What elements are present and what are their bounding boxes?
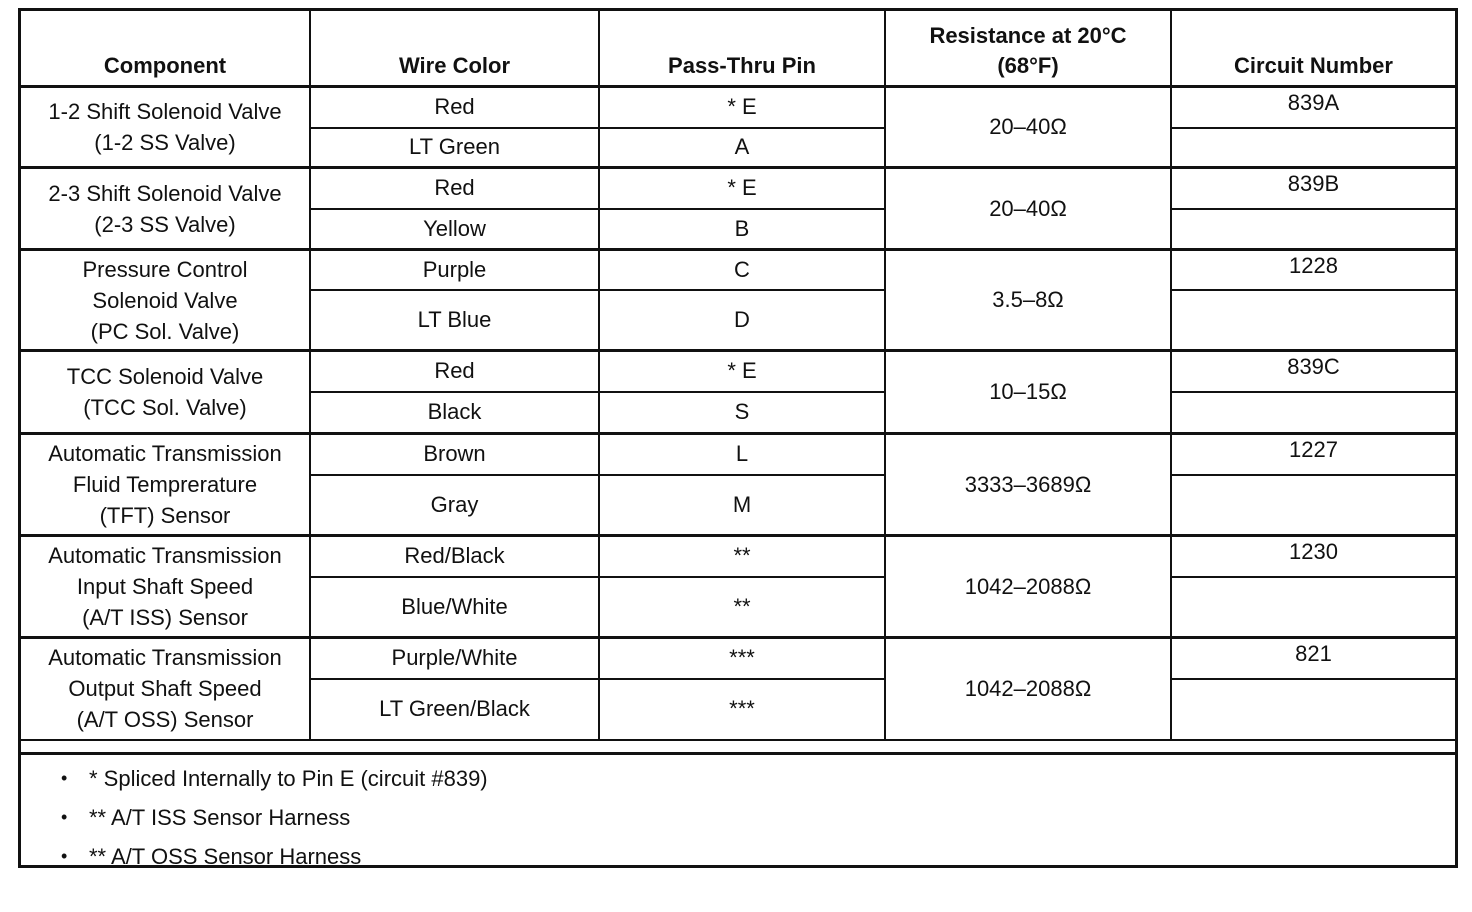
resistance-cell: 1042–2088Ω — [885, 536, 1171, 638]
pass-thru-pin-cell: M — [599, 475, 885, 536]
component-cell — [21, 434, 310, 536]
resistance-cell: 3.5–8Ω — [885, 250, 1171, 351]
component-name-line: Fluid Temprerature — [72, 472, 258, 497]
footnotes — [21, 752, 1455, 868]
resistance-cell: 3333–3689Ω — [885, 434, 1171, 536]
wire-color-cell: Red — [310, 87, 599, 128]
pass-thru-pin-cell: *** — [599, 679, 885, 740]
component-name-line: Automatic Transmission — [48, 441, 282, 466]
circuit-number-cell — [1171, 475, 1455, 536]
footnote-item — [61, 759, 1455, 798]
pass-thru-pin-cell: L — [599, 434, 885, 475]
resistance-cell: 20–40Ω — [885, 168, 1171, 250]
table-row — [21, 351, 1455, 392]
table-row — [21, 250, 1455, 290]
component-name-line: Solenoid Valve — [92, 287, 238, 313]
footnote-text: * Spliced Internally to Pin E (circuit #839) — [89, 766, 488, 791]
component-name-line: Pressure Control — [82, 256, 248, 282]
wiring-table — [21, 11, 1455, 741]
component-name-line: Input Shaft Speed — [76, 574, 254, 599]
wire-color-cell: LT Green/Black — [310, 679, 599, 740]
wire-color-cell: Black — [310, 392, 599, 434]
component-name-line: (TFT) Sensor — [99, 503, 231, 528]
component-name-line: (A/T OSS) Sensor — [76, 707, 254, 733]
bullet-icon: • — [61, 768, 68, 788]
component-cell — [21, 351, 310, 434]
header-resistance — [885, 11, 1171, 87]
component-name-line: TCC Solenoid Valve — [66, 364, 264, 389]
wire-color-cell: Brown — [310, 434, 599, 475]
wire-color-cell: Blue/White — [310, 577, 599, 638]
component-name-line: (1-2 SS Valve) — [94, 130, 236, 155]
pass-thru-pin-cell: * E — [599, 351, 885, 392]
circuit-number-cell — [1171, 392, 1455, 434]
component-name-line: (PC Sol. Valve) — [90, 318, 240, 344]
pass-thru-pin-cell: S — [599, 392, 885, 434]
component-cell — [21, 536, 310, 638]
component-cell — [21, 168, 310, 250]
table-row — [21, 638, 1455, 679]
wire-color-cell: Purple — [310, 250, 599, 290]
pass-thru-pin-cell: A — [599, 128, 885, 168]
component-cell — [21, 638, 310, 740]
component-name-line: Output Shaft Speed — [68, 676, 262, 702]
header-resistance-line2: (68°F) — [997, 53, 1059, 78]
component-cell — [21, 87, 310, 168]
footnote-text: ** A/T ISS Sensor Harness — [89, 805, 351, 830]
circuit-number-cell: 1230 — [1171, 536, 1455, 577]
pass-thru-pin-cell: * E — [599, 168, 885, 209]
circuit-number-cell: 839A — [1171, 87, 1455, 128]
header-row — [21, 11, 1455, 87]
circuit-number-cell — [1171, 209, 1455, 250]
spec-sheet — [18, 8, 1458, 868]
table-row — [21, 434, 1455, 475]
component-name-line: 2-3 Shift Solenoid Valve — [48, 180, 282, 206]
pass-thru-pin-cell: *** — [599, 638, 885, 679]
resistance-cell: 20–40Ω — [885, 87, 1171, 168]
circuit-number-cell: 821 — [1171, 638, 1455, 679]
header-component: Component — [21, 11, 310, 87]
table-body — [21, 87, 1455, 740]
component-name-line: Automatic Transmission — [48, 645, 282, 671]
wire-color-cell: Gray — [310, 475, 599, 536]
table-row — [21, 87, 1455, 128]
component-name-line: (TCC Sol. Valve) — [83, 395, 247, 420]
wire-color-cell: Red/Black — [310, 536, 599, 577]
header-wire-color: Wire Color — [310, 11, 599, 87]
footnote-item — [61, 798, 1455, 837]
circuit-number-cell: 839C — [1171, 351, 1455, 392]
component-name-line: (A/T ISS) Sensor — [82, 605, 248, 630]
circuit-number-cell — [1171, 679, 1455, 740]
header-pass-thru-pin: Pass-Thru Pin — [599, 11, 885, 87]
footnote-text: ** A/T OSS Sensor Harness — [89, 844, 362, 869]
pass-thru-pin-cell: C — [599, 250, 885, 290]
wire-color-cell: Red — [310, 168, 599, 209]
circuit-number-cell — [1171, 128, 1455, 168]
bullet-icon: • — [61, 807, 68, 827]
circuit-number-cell: 1227 — [1171, 434, 1455, 475]
circuit-number-cell: 1228 — [1171, 250, 1455, 290]
table-row — [21, 168, 1455, 209]
footnote-item — [61, 837, 1455, 876]
header-resistance-line1: Resistance at 20°C — [929, 23, 1127, 48]
pass-thru-pin-cell: * E — [599, 87, 885, 128]
pass-thru-pin-cell: ** — [599, 577, 885, 638]
pass-thru-pin-cell: D — [599, 290, 885, 351]
pass-thru-pin-cell: B — [599, 209, 885, 250]
wire-color-cell: Purple/White — [310, 638, 599, 679]
wire-color-cell: LT Green — [310, 128, 599, 168]
wire-color-cell: Red — [310, 351, 599, 392]
table-row — [21, 536, 1455, 577]
wire-color-cell: LT Blue — [310, 290, 599, 351]
component-name-line: (2-3 SS Valve) — [94, 211, 236, 237]
resistance-cell: 1042–2088Ω — [885, 638, 1171, 740]
circuit-number-cell — [1171, 577, 1455, 638]
component-name-line: Automatic Transmission — [48, 543, 282, 568]
component-name-line: 1-2 Shift Solenoid Valve — [48, 99, 282, 124]
wire-color-cell: Yellow — [310, 209, 599, 250]
circuit-number-cell: 839B — [1171, 168, 1455, 209]
pass-thru-pin-cell: ** — [599, 536, 885, 577]
bullet-icon: • — [61, 846, 68, 866]
header-circuit-number: Circuit Number — [1171, 11, 1455, 87]
resistance-cell: 10–15Ω — [885, 351, 1171, 434]
circuit-number-cell — [1171, 290, 1455, 351]
component-cell — [21, 250, 310, 351]
